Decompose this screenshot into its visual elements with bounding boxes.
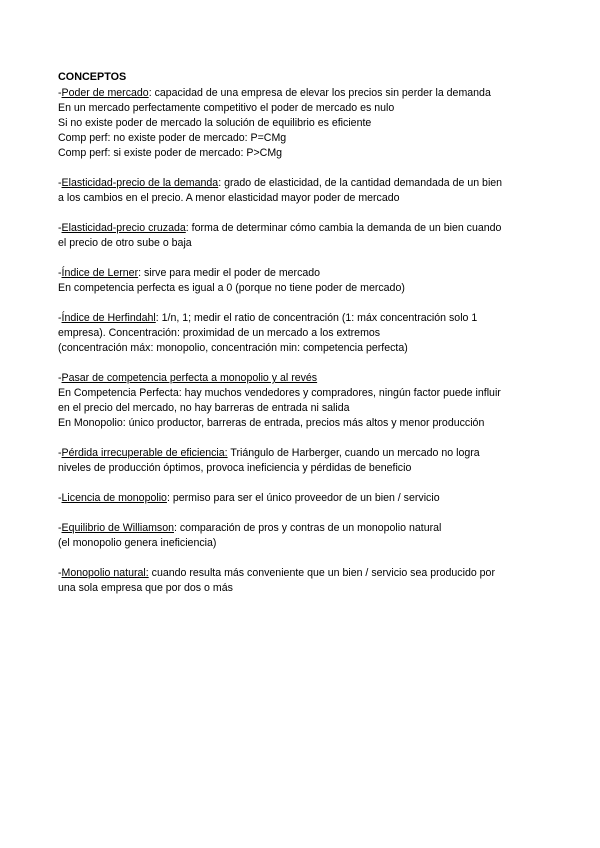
concept-definition: Triángulo de Harberger, cuando un mercado no logra (227, 447, 480, 459)
concept-term: Licencia de monopolio (61, 492, 167, 504)
concept-section (58, 266, 538, 296)
concept-line: en el precio del mercado, no hay barreras de entrada ni salida (58, 402, 350, 414)
concept-term: Monopolio natural: (61, 567, 149, 579)
concept-bullet: - (58, 372, 62, 384)
document-page (58, 70, 538, 611)
concept-list (58, 86, 538, 596)
concept-section (58, 371, 538, 431)
concept-bullet: - (58, 492, 62, 504)
concept-line: En un mercado perfectamente competitivo el poder de mercado es nulo (58, 102, 395, 114)
concept-line (58, 221, 538, 236)
concept-bullet: - (58, 267, 62, 279)
concept-bullet: - (58, 312, 62, 324)
concept-line (58, 266, 538, 281)
concept-section (58, 566, 538, 596)
concept-definition: : sirve para medir el poder de mercado (138, 267, 321, 279)
concept-section (58, 491, 538, 506)
concept-section (58, 311, 538, 356)
concept-bullet: - (58, 447, 62, 459)
concept-definition: : comparación de pros y contras de un monopolio natural (174, 522, 442, 534)
concept-term: Equilibrio de Williamson (61, 522, 174, 534)
concept-term: Poder de mercado (61, 87, 149, 99)
concept-bullet: - (58, 87, 62, 99)
concept-definition: : forma de determinar cómo cambia la demanda de un bien cuando (185, 222, 502, 234)
concept-line (58, 566, 538, 581)
concept-bullet: - (58, 222, 62, 234)
concept-term: Índice de Herfindahl (61, 312, 156, 324)
concept-line: a los cambios en el precio. A menor elasticidad mayor poder de mercado (58, 192, 400, 204)
document-heading: CONCEPTOS (58, 71, 127, 83)
concept-section (58, 86, 538, 161)
concept-line (58, 521, 538, 536)
concept-line (58, 86, 538, 101)
concept-definition: : permiso para ser el único proveedor de un bien / servicio (166, 492, 440, 504)
concept-line: Comp perf: si existe poder de mercado: P>CMg (58, 147, 283, 159)
concept-term: Índice de Lerner (61, 267, 139, 279)
concept-line: empresa). Concentración: proximidad de un mercado a los extremos (58, 327, 381, 339)
concept-line (58, 371, 538, 386)
concept-term: Pasar de competencia perfecta a monopolio y al revés (61, 372, 318, 384)
concept-line: una sola empresa que por dos o más (58, 582, 233, 594)
concept-line (58, 311, 538, 326)
concept-line (58, 176, 538, 191)
concept-line (58, 491, 538, 506)
concept-line: el precio de otro sube o baja (58, 237, 192, 249)
concept-definition: : grado de elasticidad, de la cantidad demandada de un bien (218, 177, 503, 189)
concept-line: niveles de producción óptimos, provoca ineficiencia y pérdidas de beneficio (58, 462, 412, 474)
concept-section (58, 221, 538, 251)
concept-line: Comp perf: no existe poder de mercado: P=CMg (58, 132, 287, 144)
concept-term: Pérdida irrecuperable de eficiencia: (61, 447, 228, 459)
concept-section (58, 521, 538, 551)
concept-term: Elasticidad-precio cruzada (61, 222, 186, 234)
concept-section (58, 176, 538, 206)
concept-definition: cuando resulta más conveniente que un bien / servicio sea producido por (148, 567, 495, 579)
concept-line: En Competencia Perfecta: hay muchos vendedores y compradores, ningún factor puede influir (58, 387, 501, 399)
concept-line: En Monopolio: único productor, barreras de entrada, precios más altos y menor producción (58, 417, 485, 429)
concept-line: Si no existe poder de mercado la solución de equilibrio es eficiente (58, 117, 372, 129)
concept-section (58, 446, 538, 476)
concept-bullet: - (58, 522, 62, 534)
concept-line (58, 446, 538, 461)
concept-bullet: - (58, 177, 62, 189)
concept-line: En competencia perfecta es igual a 0 (porque no tiene poder de mercado) (58, 282, 405, 294)
concept-definition: : 1/n, 1; medir el ratio de concentración (1: máx concentración solo 1 (155, 312, 478, 324)
concept-bullet: - (58, 567, 62, 579)
concept-line: (concentración máx: monopolio, concentración min: competencia perfecta) (58, 342, 408, 354)
concept-line: (el monopolio genera ineficiencia) (58, 537, 217, 549)
concept-term: Elasticidad-precio de la demanda (61, 177, 219, 189)
concept-definition: : capacidad de una empresa de elevar los precios sin perder la demanda (148, 87, 491, 99)
